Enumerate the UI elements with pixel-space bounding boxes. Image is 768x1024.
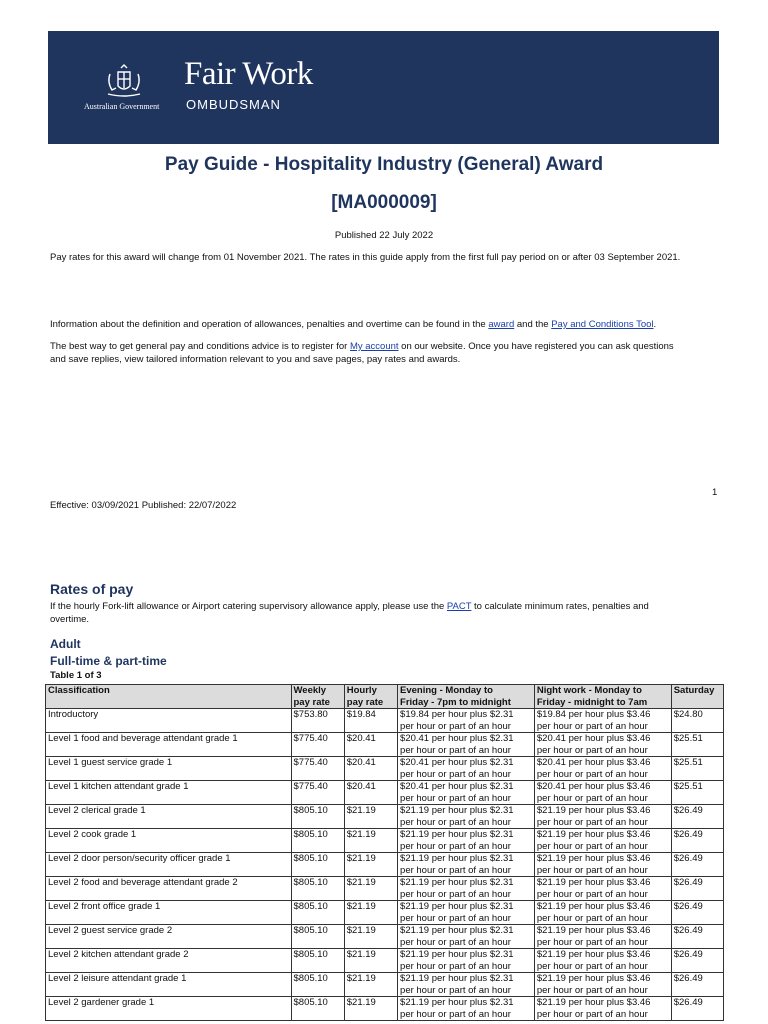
cell-hourly: $21.19 (344, 805, 397, 829)
table-row (46, 997, 724, 1021)
cell-saturday: $25.51 (671, 757, 723, 781)
cell-classification: Level 1 kitchen attendant grade 1 (46, 781, 292, 805)
cell-weekly: $805.10 (291, 877, 344, 901)
header-weekly: Weekly pay rate (291, 685, 344, 709)
cell-saturday: $26.49 (671, 949, 723, 973)
cell-night: $19.84 per hour plus $3.46 per hour or part of an hour (534, 709, 671, 733)
brand-title: Fair Work (184, 56, 313, 92)
rates-heading: Rates of pay (50, 581, 134, 597)
cell-saturday: $26.49 (671, 973, 723, 997)
cell-classification: Level 2 food and beverage attendant grade 2 (46, 877, 292, 901)
table-caption: Table 1 of 3 (50, 670, 102, 681)
table-row (46, 901, 724, 925)
cell-classification: Level 1 food and beverage attendant grade 1 (46, 733, 292, 757)
cell-classification: Level 2 clerical grade 1 (46, 805, 292, 829)
table-row (46, 925, 724, 949)
cell-classification: Level 2 kitchen attendant grade 2 (46, 949, 292, 973)
cell-evening: $21.19 per hour plus $2.31 per hour or part of an hour (398, 925, 535, 949)
cell-evening: $20.41 per hour plus $2.31 per hour or part of an hour (398, 733, 535, 757)
table-row (46, 805, 724, 829)
cell-evening: $21.19 per hour plus $2.31 per hour or part of an hour (398, 997, 535, 1021)
header-classification: Classification (46, 685, 292, 709)
header-evening: Evening - Monday to Friday - 7pm to midnight (398, 685, 535, 709)
cell-evening: $21.19 per hour plus $2.31 per hour or part of an hour (398, 829, 535, 853)
rates-change-notice: Pay rates for this award will change from 01 November 2021. The rates in this guide apply from the first full pay period on or after 03 September 2021. (50, 252, 681, 263)
published-date: Published 22 July 2022 (334, 230, 434, 241)
info-text: . (653, 319, 657, 330)
brand-subtitle: OMBUDSMAN (186, 97, 281, 112)
pact-link[interactable]: PACT (446, 601, 472, 612)
cell-night: $20.41 per hour plus $3.46 per hour or part of an hour (534, 781, 671, 805)
table-row (46, 973, 724, 997)
cell-weekly: $805.10 (291, 853, 344, 877)
table-row (46, 733, 724, 757)
cell-classification: Introductory (46, 709, 292, 733)
cell-evening: $21.19 per hour plus $2.31 per hour or part of an hour (398, 853, 535, 877)
cell-classification: Level 2 leisure attendant grade 1 (46, 973, 292, 997)
cell-weekly: $775.40 (291, 757, 344, 781)
table-row (46, 781, 724, 805)
cell-classification: Level 2 guest service grade 2 (46, 925, 292, 949)
page-number: 1 (712, 487, 718, 498)
cell-hourly: $20.41 (344, 757, 397, 781)
cell-classification: Level 2 cook grade 1 (46, 829, 292, 853)
cell-hourly: $21.19 (344, 997, 397, 1021)
cell-saturday: $24.80 (671, 709, 723, 733)
table-row (46, 757, 724, 781)
cell-classification: Level 2 front office grade 1 (46, 901, 292, 925)
advice-paragraph (50, 340, 674, 353)
cell-weekly: $753.80 (291, 709, 344, 733)
cell-saturday: $26.49 (671, 853, 723, 877)
effective-date: Effective: 03/09/2021 Published: 22/07/2022 (50, 500, 237, 511)
cell-night: $21.19 per hour plus $3.46 per hour or part of an hour (534, 925, 671, 949)
header-saturday: Saturday (671, 685, 723, 709)
cell-saturday: $26.49 (671, 925, 723, 949)
cell-night: $21.19 per hour plus $3.46 per hour or part of an hour (534, 853, 671, 877)
pay-conditions-tool-link[interactable]: Pay and Conditions Tool (551, 319, 654, 330)
cell-saturday: $26.49 (671, 805, 723, 829)
cell-evening: $20.41 per hour plus $2.31 per hour or part of an hour (398, 781, 535, 805)
table-header-row (46, 685, 724, 709)
info-text: and the (514, 319, 552, 330)
my-account-link[interactable]: My account (349, 341, 399, 352)
pay-rates-table (45, 684, 724, 1021)
cell-weekly: $775.40 (291, 733, 344, 757)
cell-saturday: $26.49 (671, 901, 723, 925)
cell-weekly: $805.10 (291, 973, 344, 997)
cell-weekly: $805.10 (291, 805, 344, 829)
cell-weekly: $805.10 (291, 901, 344, 925)
employment-type-heading: Full-time & part-time (50, 654, 167, 668)
cell-hourly: $19.84 (344, 709, 397, 733)
cell-hourly: $20.41 (344, 781, 397, 805)
cell-weekly: $805.10 (291, 829, 344, 853)
cell-hourly: $21.19 (344, 853, 397, 877)
cell-night: $21.19 per hour plus $3.46 per hour or part of an hour (534, 949, 671, 973)
advice-text: on our website. Once you have registered you can ask questions (398, 341, 674, 352)
award-link[interactable]: award (488, 319, 515, 330)
page-title: Pay Guide - Hospitality Industry (General) Award (164, 154, 604, 175)
cell-hourly: $21.19 (344, 973, 397, 997)
cell-night: $20.41 per hour plus $3.46 per hour or part of an hour (534, 757, 671, 781)
rates-intro (50, 600, 649, 613)
cell-evening: $21.19 per hour plus $2.31 per hour or part of an hour (398, 901, 535, 925)
rates-intro-text: to calculate minimum rates, penalties and (471, 601, 649, 612)
government-label: Australian Government (84, 102, 160, 111)
cell-saturday: $26.49 (671, 997, 723, 1021)
advice-text: The best way to get general pay and conditions advice is to register for (50, 341, 350, 352)
cell-night: $21.19 per hour plus $3.46 per hour or part of an hour (534, 901, 671, 925)
adult-heading: Adult (50, 637, 81, 651)
cell-evening: $21.19 per hour plus $2.31 per hour or part of an hour (398, 973, 535, 997)
cell-night: $21.19 per hour plus $3.46 per hour or part of an hour (534, 829, 671, 853)
cell-saturday: $25.51 (671, 733, 723, 757)
cell-hourly: $21.19 (344, 949, 397, 973)
cell-hourly: $21.19 (344, 829, 397, 853)
cell-evening: $20.41 per hour plus $2.31 per hour or part of an hour (398, 757, 535, 781)
cell-night: $21.19 per hour plus $3.46 per hour or part of an hour (534, 877, 671, 901)
info-paragraph (50, 318, 656, 331)
cell-saturday: $26.49 (671, 829, 723, 853)
cell-evening: $21.19 per hour plus $2.31 per hour or part of an hour (398, 949, 535, 973)
cell-weekly: $805.10 (291, 949, 344, 973)
coat-of-arms-icon (104, 64, 144, 100)
rates-intro-line2: overtime. (50, 614, 90, 625)
advice-paragraph-line2: and save replies, view tailored information relevant to you and save pages, pay rates and awards. (50, 354, 461, 365)
cell-weekly: $805.10 (291, 997, 344, 1021)
table-row (46, 709, 724, 733)
cell-weekly: $805.10 (291, 925, 344, 949)
cell-saturday: $25.51 (671, 781, 723, 805)
cell-night: $21.19 per hour plus $3.46 per hour or part of an hour (534, 997, 671, 1021)
table-row (46, 829, 724, 853)
cell-evening: $21.19 per hour plus $2.31 per hour or part of an hour (398, 877, 535, 901)
table-row (46, 853, 724, 877)
header-night: Night work - Monday to Friday - midnight to 7am (534, 685, 671, 709)
award-code: [MA000009] (331, 192, 437, 213)
cell-evening: $21.19 per hour plus $2.31 per hour or part of an hour (398, 805, 535, 829)
cell-evening: $19.84 per hour plus $2.31 per hour or part of an hour (398, 709, 535, 733)
table-row (46, 949, 724, 973)
header-hourly: Hourly pay rate (344, 685, 397, 709)
cell-saturday: $26.49 (671, 877, 723, 901)
table-row (46, 877, 724, 901)
cell-night: $21.19 per hour plus $3.46 per hour or part of an hour (534, 973, 671, 997)
cell-hourly: $21.19 (344, 925, 397, 949)
header-banner (48, 31, 719, 144)
cell-hourly: $21.19 (344, 877, 397, 901)
info-text: Information about the definition and operation of allowances, penalties and overtime can be found in the (50, 319, 489, 330)
cell-hourly: $20.41 (344, 733, 397, 757)
cell-hourly: $21.19 (344, 901, 397, 925)
cell-classification: Level 2 door person/security officer grade 1 (46, 853, 292, 877)
rates-intro-text: If the hourly Fork-lift allowance or Airport catering supervisory allowance apply, please use the (50, 601, 447, 612)
cell-weekly: $775.40 (291, 781, 344, 805)
cell-classification: Level 1 guest service grade 1 (46, 757, 292, 781)
cell-night: $21.19 per hour plus $3.46 per hour or part of an hour (534, 805, 671, 829)
cell-classification: Level 2 gardener grade 1 (46, 997, 292, 1021)
cell-night: $20.41 per hour plus $3.46 per hour or part of an hour (534, 733, 671, 757)
